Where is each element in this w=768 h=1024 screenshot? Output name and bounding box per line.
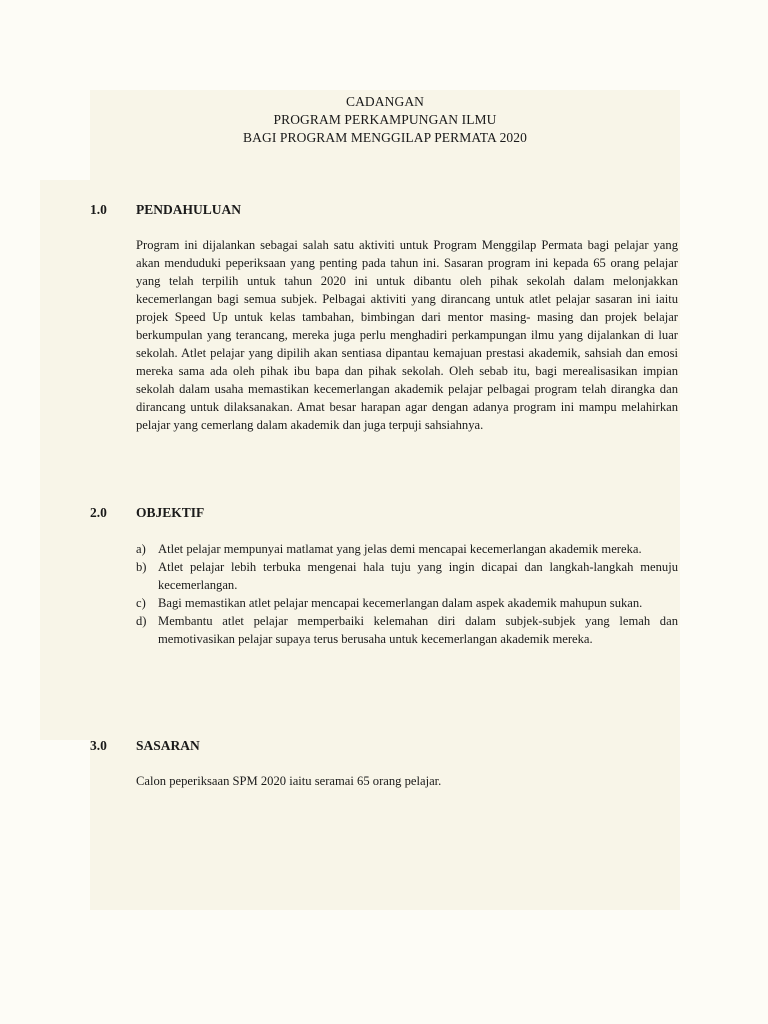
section-heading-pendahuluan [90,201,680,219]
list-marker: a) [136,542,146,556]
section-title: PENDAHULUAN [136,202,242,217]
title-line-3: BAGI PROGRAM MENGGILAP PERMATA 2020 [243,130,527,145]
objective-item-b [136,558,678,594]
objective-item-c [136,594,678,612]
title-line-1: CADANGAN [345,94,425,109]
objective-text: Atlet pelajar mempunyai matlamat yang jelas demi mencapai kecemerlangan akademik mereka. [158,542,642,556]
section-title: SASARAN [136,738,200,753]
section-number: 2.0 [90,505,107,520]
list-marker: c) [136,596,146,610]
pendahuluan-paragraph: Program ini dijalankan sebagai salah satu aktiviti untuk Program Menggilap Permata bagi pelajar yang akan menduduki peperiksaan yang penting pada tahun ini. Sasaran program ini kepada 65 orang pelajar yang telah terpilih untuk tahun 2020 ini untuk dibantu oleh pihak sekolah dalam melonjakkan kecemerlangan bagi semua subjek. Pelbagai aktiviti yang dirancang untuk atlet pelajar sasaran ini iaitu projek Speed Up untuk kelas tambahan, bimbingan dari mentor masing- masing dan projek belajar berkumpulan yang terancang, mereka juga perlu menghadiri perkampungan ilmu yang dijalankan di luar sekolah. Atlet pelajar yang dipilih akan sentiasa dipantau kemajuan prestasi akademik, sahsiah dan emosi mereka sama ada oleh pihak ibu bapa dan pihak sekolah. Oleh sebab itu, bagi merealisasikan impian sekolah dalam usaha memastikan kecemerlangan akademik pelajar pelbagai program telah dirangka dan dirancang untuk dilaksanakan. Amat besar harapan agar dengan adanya program ini mampu melahirkan pelajar yang cemerlang dalam akademik dan juga terpuji sahsiahnya. [136,238,678,432]
section-heading-sasaran [90,737,680,755]
objective-text: Atlet pelajar lebih terbuka mengenai hala tuju yang ingin dicapai dan langkah-langkah menuju kecemerlangan. [158,560,678,592]
section-number: 3.0 [90,738,107,753]
section-title: OBJEKTIF [136,505,205,520]
objective-list [136,540,678,648]
sasaran-paragraph: Calon peperiksaan SPM 2020 iaitu seramai 65 orang pelajar. [136,774,442,788]
margin-shading-left [40,180,90,740]
objective-item-a [136,540,678,558]
title-line-2: PROGRAM PERKAMPUNGAN ILMU [273,112,497,127]
objective-text: Membantu atlet pelajar memperbaiki kelemahan diri dalam subjek-subjek yang lemah dan memotivasikan pelajar supaya terus berusaha untuk kecemerlangan akademik mereka. [158,614,678,646]
section-heading-objektif [90,504,680,522]
objective-item-d [136,612,678,648]
list-marker: b) [136,560,147,574]
objective-text: Bagi memastikan atlet pelajar mencapai kecemerlangan dalam aspek akademik mahupun sukan. [158,596,643,610]
document-title [90,93,680,147]
list-marker: d) [136,614,147,628]
section-number: 1.0 [90,202,107,217]
